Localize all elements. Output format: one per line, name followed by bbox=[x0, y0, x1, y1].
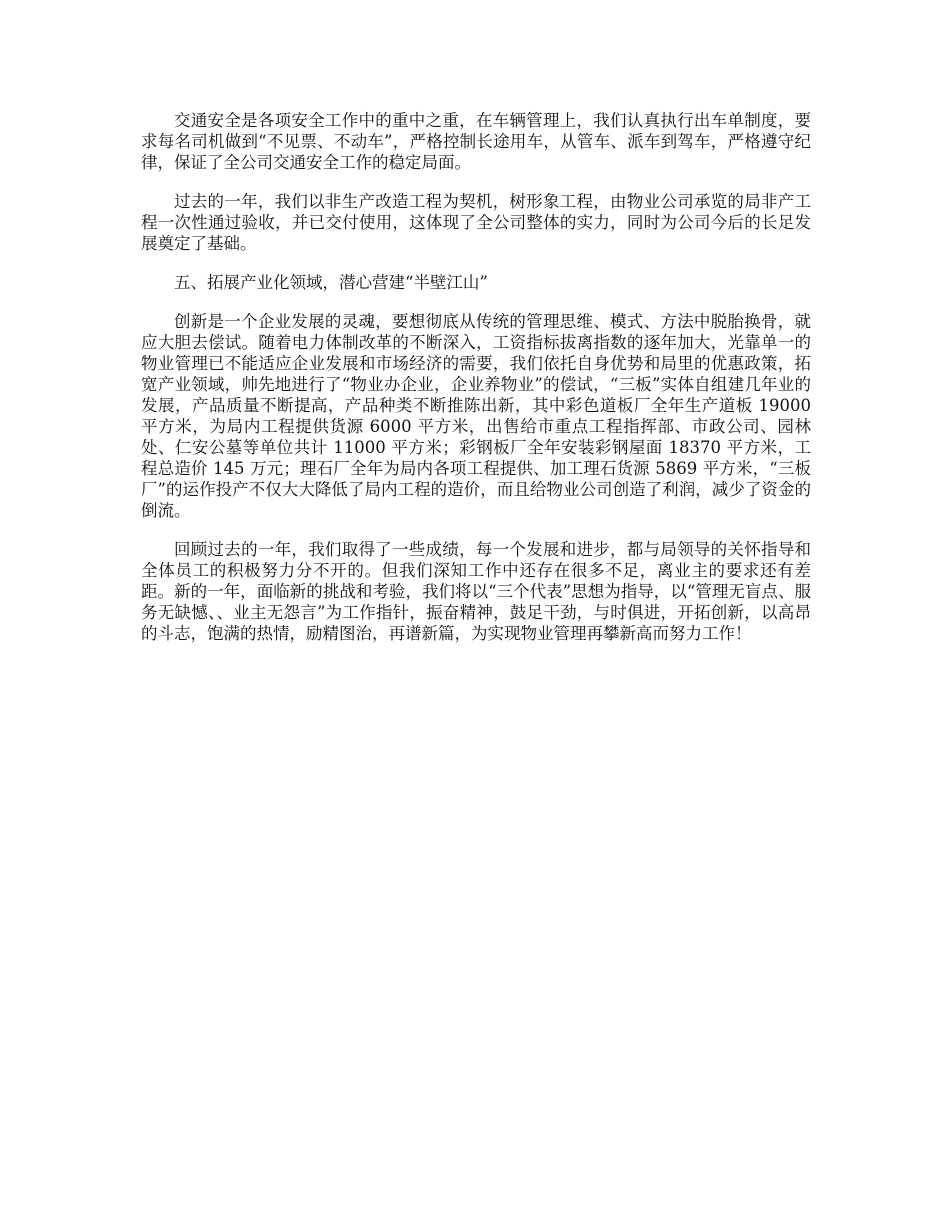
paragraph-review-outlook: 回顾过去的一年，我们取得了一些成绩，每一个发展和进步，都与局领导的关怀指导和全体员工的积极努力分不开的。但我们深知工作中还存在很多不足，离业主的要求还有差距。新的一年，面临新的挑战和考验，我们将以“三个代表”思想为指导，以“管理无盲点、服务无缺憾、、业主无怨言”为工作指针，振奋精神，鼓足干劲，与时俱进，开拓创新，以高昂的斗志，饱满的热情，励精图治，再谱新篇，为实现物业管理再攀新高而努力工作！ bbox=[141, 540, 811, 643]
document-body bbox=[141, 110, 811, 662]
paragraph-innovation: 创新是一个企业发展的灵魂，要想彻底从传统的管理思维、模式、方法中脱胎换骨，就应大胆去偿试。随着电力体制改革的不断深入，工资指标拔离指数的逐年加大，光靠单一的物业管理已不能适应企业发展和市场经济的需要，我们依托自身优势和局里的优惠政策，拓宽产业领域，帅先地进行了“物业办企业，企业养物业”的偿试，“三板”实体自组建几年业的发展，产品质量不断提高，产品种类不断推陈出新，其中彩色道板厂全年生产道板 19000 平方米，为局内工程提供货源 6000 平方米，出售给市重点工程指挥部、市政公司、园林处、仁安公墓等单位共计 11000 平方米；彩钢板厂全年安装彩钢屋面 18370 平方米，工程总造价 145 万元；理石厂全年为局内各项工程提供、加工理石货源 5869 平方米，“三板厂”的运作投产不仅大大降低了局内工程的造价，而且给物业公司创造了利润，减少了资金的倒流。 bbox=[141, 312, 811, 520]
section-heading: 五、拓展产业化领域，潜心营建“半壁江山” bbox=[174, 273, 488, 292]
paragraph-traffic-safety: 交通安全是各项安全工作中的重中之重，在车辆管理上，我们认真执行出车单制度，要求每名司机做到“不见票、不动车”，严格控制长途用车，从管车、派车到驾车，严格遵守纪律，保证了全公司交通安全工作的稳定局面。 bbox=[141, 111, 811, 172]
paragraph-reconstruction-project: 过去的一年，我们以非生产改造工程为契机，树形象工程，由物业公司承览的局非产工程一次性通过验收，并已交付使用，这体现了全公司整体的实力，同时为公司今后的长足发展奠定了基础。 bbox=[141, 192, 811, 253]
